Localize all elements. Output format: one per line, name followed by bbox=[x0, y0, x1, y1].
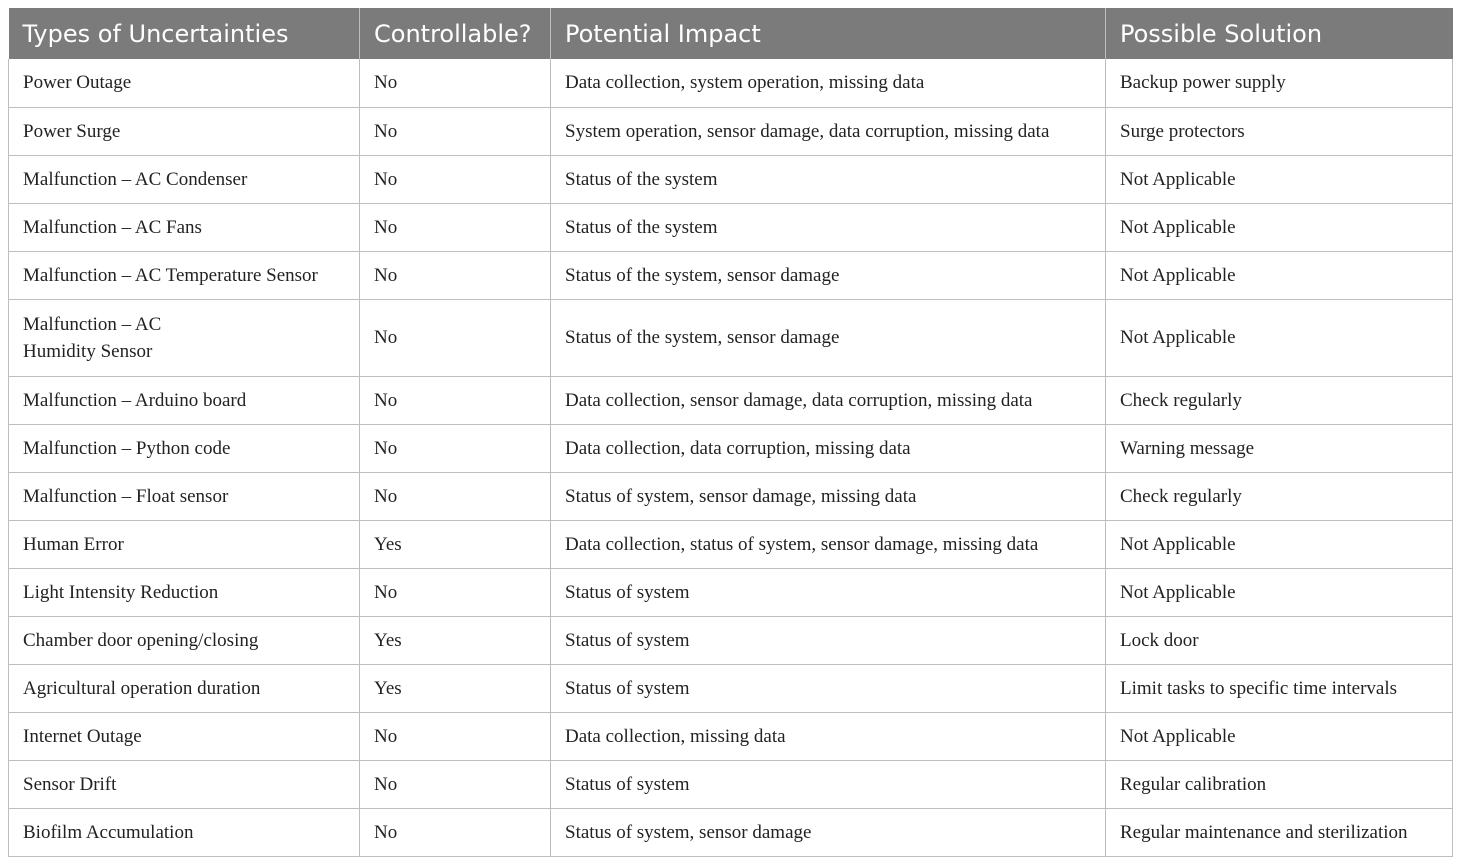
cell-uncertainty-type bbox=[9, 712, 360, 760]
table-row bbox=[9, 808, 1453, 856]
table-body bbox=[9, 59, 1453, 856]
uncertainty-type-text: Light Intensity Reduction bbox=[23, 581, 219, 603]
cell-possible-solution: Regular maintenance and sterilization bbox=[1106, 808, 1453, 856]
uncertainty-type-text: Agricultural operation duration bbox=[23, 677, 261, 699]
uncertainty-type-text: Biofilm Accumulation bbox=[23, 821, 194, 843]
cell-possible-solution: Warning message bbox=[1106, 424, 1453, 472]
table-header bbox=[9, 8, 1453, 59]
column-header-types: Types of Uncertainties bbox=[9, 8, 360, 59]
uncertainty-type-text: Power Outage bbox=[23, 72, 132, 94]
cell-uncertainty-type bbox=[9, 808, 360, 856]
cell-potential-impact: Status of the system bbox=[551, 203, 1106, 251]
uncertainty-type-text: Malfunction – AC Temperature Sensor bbox=[23, 264, 318, 286]
cell-controllable: No bbox=[360, 424, 551, 472]
column-header-impact: Potential Impact bbox=[551, 8, 1106, 59]
cell-potential-impact: Data collection, missing data bbox=[551, 712, 1106, 760]
table-row bbox=[9, 155, 1453, 203]
cell-possible-solution: Not Applicable bbox=[1106, 155, 1453, 203]
cell-possible-solution: Surge protectors bbox=[1106, 107, 1453, 155]
cell-potential-impact: Data collection, data corruption, missing data bbox=[551, 424, 1106, 472]
uncertainty-type-text: Malfunction – AC bbox=[23, 313, 162, 335]
cell-possible-solution: Not Applicable bbox=[1106, 712, 1453, 760]
uncertainty-type-text: Human Error bbox=[23, 533, 124, 555]
cell-potential-impact: Status of system, sensor damage, missing data bbox=[551, 472, 1106, 520]
cell-possible-solution: Check regularly bbox=[1106, 472, 1453, 520]
cell-possible-solution: Check regularly bbox=[1106, 376, 1453, 424]
table-row bbox=[9, 251, 1453, 299]
uncertainty-type-text: Sensor Drift bbox=[23, 773, 117, 795]
table-row bbox=[9, 520, 1453, 568]
cell-possible-solution: Not Applicable bbox=[1106, 568, 1453, 616]
cell-controllable: No bbox=[360, 568, 551, 616]
uncertainty-type-text: Internet Outage bbox=[23, 725, 142, 747]
cell-controllable: No bbox=[360, 251, 551, 299]
cell-possible-solution: Lock door bbox=[1106, 616, 1453, 664]
cell-uncertainty-type bbox=[9, 568, 360, 616]
table-row bbox=[9, 107, 1453, 155]
cell-potential-impact: Status of system bbox=[551, 568, 1106, 616]
uncertainty-table-container bbox=[8, 8, 1452, 857]
column-header-solution: Possible Solution bbox=[1106, 8, 1453, 59]
cell-uncertainty-type bbox=[9, 472, 360, 520]
cell-uncertainty-type bbox=[9, 59, 360, 107]
cell-controllable: No bbox=[360, 203, 551, 251]
table-row bbox=[9, 664, 1453, 712]
cell-possible-solution: Regular calibration bbox=[1106, 760, 1453, 808]
cell-potential-impact: Data collection, system operation, missing data bbox=[551, 59, 1106, 107]
cell-uncertainty-type bbox=[9, 299, 360, 376]
cell-uncertainty-type bbox=[9, 251, 360, 299]
cell-possible-solution: Not Applicable bbox=[1106, 251, 1453, 299]
cell-potential-impact: Status of the system bbox=[551, 155, 1106, 203]
table-row bbox=[9, 424, 1453, 472]
uncertainty-type-text: Malfunction – Float sensor bbox=[23, 485, 229, 507]
uncertainty-type-text: Humidity Sensor bbox=[23, 340, 153, 362]
cell-controllable: No bbox=[360, 107, 551, 155]
cell-uncertainty-type bbox=[9, 760, 360, 808]
column-header-controllable: Controllable? bbox=[360, 8, 551, 59]
cell-controllable: Yes bbox=[360, 616, 551, 664]
cell-uncertainty-type bbox=[9, 155, 360, 203]
table-row bbox=[9, 712, 1453, 760]
table-row bbox=[9, 472, 1453, 520]
cell-uncertainty-type bbox=[9, 203, 360, 251]
cell-uncertainty-type bbox=[9, 616, 360, 664]
cell-potential-impact: Status of system bbox=[551, 760, 1106, 808]
uncertainty-type-text: Power Surge bbox=[23, 120, 121, 142]
table-row bbox=[9, 760, 1453, 808]
header-row bbox=[9, 8, 1453, 59]
cell-potential-impact: System operation, sensor damage, data corruption, missing data bbox=[551, 107, 1106, 155]
cell-uncertainty-type bbox=[9, 376, 360, 424]
cell-controllable: No bbox=[360, 808, 551, 856]
cell-potential-impact: Data collection, status of system, sensor damage, missing data bbox=[551, 520, 1106, 568]
table-row bbox=[9, 568, 1453, 616]
cell-controllable: No bbox=[360, 760, 551, 808]
cell-controllable: No bbox=[360, 59, 551, 107]
table-row bbox=[9, 203, 1453, 251]
cell-possible-solution: Not Applicable bbox=[1106, 299, 1453, 376]
table-row bbox=[9, 376, 1453, 424]
cell-possible-solution: Limit tasks to specific time intervals bbox=[1106, 664, 1453, 712]
cell-potential-impact: Status of system bbox=[551, 664, 1106, 712]
cell-uncertainty-type bbox=[9, 520, 360, 568]
cell-controllable: No bbox=[360, 299, 551, 376]
table-row bbox=[9, 299, 1453, 376]
cell-possible-solution: Backup power supply bbox=[1106, 59, 1453, 107]
cell-potential-impact: Status of system, sensor damage bbox=[551, 808, 1106, 856]
uncertainty-type-text: Malfunction – Python code bbox=[23, 437, 231, 459]
uncertainty-type-text: Malfunction – AC Condenser bbox=[23, 168, 248, 190]
table-row bbox=[9, 616, 1453, 664]
cell-potential-impact: Status of system bbox=[551, 616, 1106, 664]
cell-uncertainty-type bbox=[9, 664, 360, 712]
cell-potential-impact: Data collection, sensor damage, data corruption, missing data bbox=[551, 376, 1106, 424]
cell-potential-impact: Status of the system, sensor damage bbox=[551, 299, 1106, 376]
cell-controllable: No bbox=[360, 712, 551, 760]
cell-controllable: Yes bbox=[360, 664, 551, 712]
cell-possible-solution: Not Applicable bbox=[1106, 520, 1453, 568]
cell-uncertainty-type bbox=[9, 107, 360, 155]
cell-controllable: No bbox=[360, 376, 551, 424]
cell-uncertainty-type bbox=[9, 424, 360, 472]
uncertainty-table bbox=[8, 8, 1453, 857]
cell-controllable: Yes bbox=[360, 520, 551, 568]
cell-potential-impact: Status of the system, sensor damage bbox=[551, 251, 1106, 299]
table-row bbox=[9, 59, 1453, 107]
cell-controllable: No bbox=[360, 155, 551, 203]
uncertainty-type-text: Malfunction – Arduino board bbox=[23, 389, 247, 411]
uncertainty-type-text: Malfunction – AC Fans bbox=[23, 216, 202, 238]
uncertainty-type-text: Chamber door opening/closing bbox=[23, 629, 259, 651]
cell-possible-solution: Not Applicable bbox=[1106, 203, 1453, 251]
cell-controllable: No bbox=[360, 472, 551, 520]
